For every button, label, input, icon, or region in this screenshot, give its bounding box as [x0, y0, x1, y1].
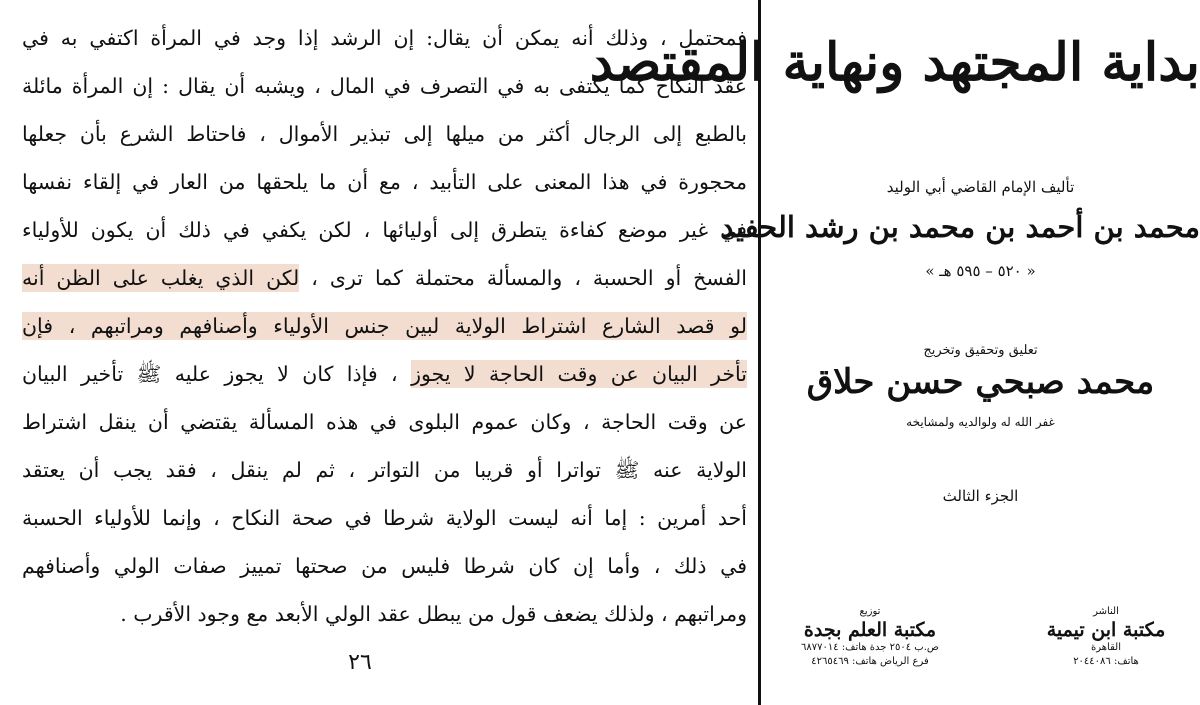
publisher-city: القاهرة [1091, 642, 1121, 653]
distributor-branch: فرع الرياض هاتف: ٤٢٦٥٤٦٩ [811, 656, 929, 667]
text-line [22, 254, 747, 302]
text-line: عن وقت الحاجة ، وكان عموم البلوى في هذه المسألة يقتضي أن ينقل اشتراط [22, 410, 747, 434]
text-line: ومراتبهم ، ولذلك يضعف قول من يبطل عقد الولي الأبعد مع وجود الأقرب . [120, 602, 747, 626]
text-segment: ، فإذا كان لا يجوز عليه ﷺ تأخير البيان [22, 362, 398, 386]
highlighted-text: تأخر البيان عن وقت الحاجة لا يجوز [411, 362, 747, 386]
book-title: بداية المجتهد ونهاية المقتصد [589, 32, 1200, 93]
body-text [22, 14, 747, 638]
text-line [22, 350, 747, 398]
text-line: الولاية عنه ﷺ تواترا أو قريبا من التواتر ، ثم لم ينقل ، فقد يجب أن يعتقد [22, 458, 747, 482]
publisher-name: مكتبة ابن تيمية [1046, 619, 1166, 641]
editor-caption: تعليق وتحقيق وتخريج [923, 343, 1038, 358]
text-line: عقد النكاح كما يكتفى به في التصرف في المال ، ويشبه أن يقال : إن المرأة مائلة [22, 74, 747, 98]
author-dates: « ٥٢٠ – ٥٩٥ هـ » [925, 262, 1036, 280]
title-page [589, 0, 1200, 705]
highlighted-text: لكن الذي يغلب على الظن أنه [22, 266, 300, 290]
editor-prayer: غفر الله له ولوالديه ولمشايخه [906, 415, 1055, 429]
publisher-block [1026, 606, 1186, 669]
page-number: ٢٦ [348, 650, 372, 675]
text-line: محجورة في هذا المعنى على التأبيد ، مع أن ما يلحقها من العار في إلقاء نفسها [22, 170, 747, 194]
text-line: في ذلك ، وأما إن كان شرطا فليس من صحتها تمييز صفات الولي وأصنافهم [22, 554, 747, 578]
distributor-name: مكتبة العلم بجدة [803, 619, 937, 641]
text-segment: الفسخ أو الحسبة ، والمسألة محتملة كما ترى ، [311, 266, 747, 290]
highlighted-text: لو قصد الشارع اشتراط الولاية لبين جنس الأولياء وأصنافهم ومراتبهم ، فإن [22, 314, 747, 338]
author-name: محمد بن أحمد بن محمد بن رشد الحفيد [720, 210, 1200, 244]
text-line: في غير موضع كفاءة يتطرق إلى أوليائها ، لكن يكفي في ذلك أن يكون للأولياء [22, 218, 747, 242]
volume-label: الجزء الثالث [942, 487, 1019, 505]
distributor-address: ص.ب ٢٥٠٤ جدة هاتف: ٦٨٧٧٠١٤ [801, 642, 939, 653]
publisher-phone: هاتف: ٢٠٤٤٠٨٦ [1073, 656, 1139, 667]
text-line: أحد أمرين : إما أنه ليست الولاية شرطا في صحة النكاح ، وإنما للأولياء الحسبة [22, 506, 747, 530]
text-line: فمحتمل ، وذلك أنه يمكن أن يقال: إن الرشد إذا وجد في المرأة اكتفي به في [22, 26, 747, 50]
distributor-block [790, 606, 950, 669]
text-line [22, 302, 747, 350]
distributor-caption: توزيع [859, 606, 881, 617]
editor-name: محمد صبحي حسن حلاق [806, 362, 1155, 402]
text-line: بالطبع إلى الرجال أكثر من ميلها إلى تبذير الأموال ، فاحتاط الشرع بأن جعلها [22, 122, 747, 146]
author-caption: تأليف الإمام القاضي أبي الوليد [886, 178, 1075, 196]
publisher-caption: الناشر [1093, 606, 1119, 617]
